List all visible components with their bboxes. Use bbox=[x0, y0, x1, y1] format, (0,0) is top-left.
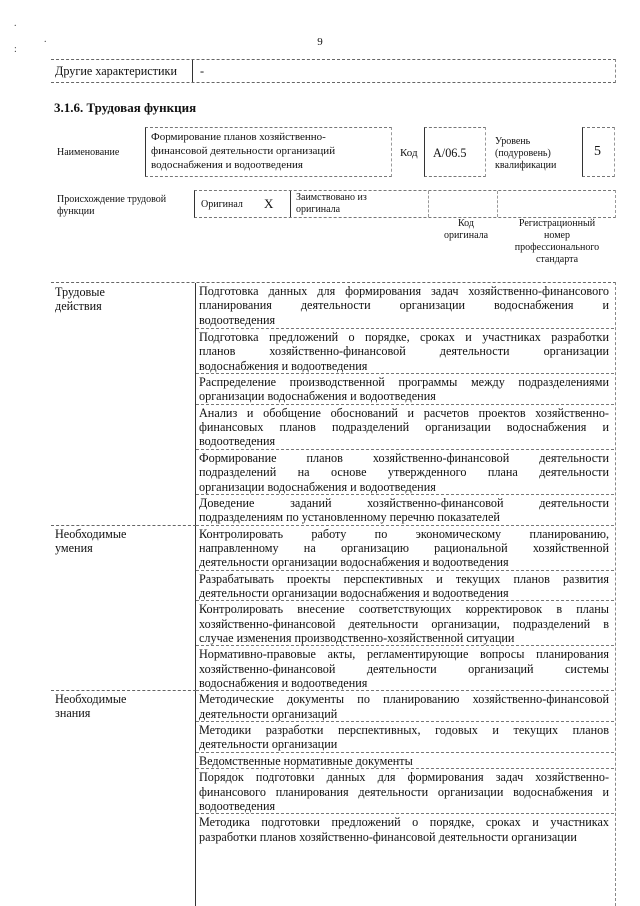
level-value: 5 bbox=[594, 144, 601, 159]
table-cell-line: планов хозяйственно-финансовой деятельности организации bbox=[199, 344, 609, 359]
code-original-line: Код bbox=[458, 218, 474, 229]
table-cell-line: организации водоснабжения и водоотведения bbox=[199, 389, 436, 404]
table-cell-line: деятельности организаций bbox=[199, 706, 338, 721]
table-cell-line: водоотведения bbox=[199, 434, 276, 449]
registration-line: стандарта bbox=[535, 254, 579, 265]
table-cell-line: подразделений на основе утвержденного плана деятельности bbox=[199, 465, 609, 480]
table-cell-line: хозяйственно-финансовой деятельности организации, подразделений в bbox=[199, 616, 609, 631]
original-mark: X bbox=[264, 196, 274, 211]
table-cell bbox=[196, 645, 614, 691]
table-cell-line: водоснабжения и водоотведения bbox=[199, 676, 368, 691]
other-characteristics-value: - bbox=[200, 64, 205, 78]
table-cell-line: подразделениям по установленному перечню показателей bbox=[199, 510, 500, 525]
table-cell-line: Формирование планов хозяйственно-финансовой деятельности bbox=[199, 450, 609, 465]
table-cell bbox=[196, 328, 614, 374]
code-original-caption bbox=[436, 218, 496, 242]
section-title: 3.1.6. Трудовая функция bbox=[54, 100, 197, 115]
table-cell bbox=[196, 494, 614, 526]
table-cell-line: организации водоснабжения и водоотведения bbox=[199, 479, 436, 494]
table-cell-line: Методические документы по планированию хозяйственно-финансовой bbox=[199, 692, 609, 707]
table-cell-line: Доведение заданий хозяйственно-финансовой деятельности bbox=[199, 495, 609, 510]
borrowed-label-line: Заимствовано из bbox=[296, 192, 367, 203]
table-category: Трудовые действия bbox=[55, 285, 105, 313]
other-characteristics-row bbox=[51, 59, 616, 83]
origin-label-line: функции bbox=[57, 206, 95, 217]
registration-number-caption bbox=[500, 218, 614, 266]
table-cell-line: Контролировать работу по экономическому планированию, bbox=[199, 526, 609, 541]
table-cell bbox=[196, 813, 614, 845]
table-cell bbox=[196, 690, 614, 722]
level-value-box bbox=[582, 127, 615, 177]
table-cell-line: Распределение производственной программы между подразделениями bbox=[199, 375, 609, 390]
table-category: Необходимые умения bbox=[55, 526, 127, 555]
function-name-line: финансовой деятельности организаций bbox=[151, 145, 336, 157]
name-label: Наименование bbox=[57, 147, 120, 158]
table-cell bbox=[196, 721, 614, 753]
table-cell-line: случае изменения производственно-хозяйственной ситуации bbox=[199, 631, 515, 646]
page-number: 9 bbox=[317, 36, 323, 48]
function-name-line: водоснабжения и водоотведения bbox=[151, 159, 303, 171]
table-cell-line: водоотведения bbox=[199, 798, 276, 813]
table-cell-line: Подготовка данных для формирования задач хозяйственно-финансового bbox=[199, 284, 609, 298]
function-name-box bbox=[145, 127, 392, 177]
scan-mark: : bbox=[14, 44, 17, 55]
registration-line: Регистрационный bbox=[518, 218, 596, 229]
function-name-line: Формирование планов хозяйственно- bbox=[151, 131, 326, 143]
level-label-line: Уровень bbox=[495, 136, 531, 147]
table-cell-line: деятельности организации bbox=[199, 737, 338, 752]
table-cell-line: Ведомственные нормативные документы bbox=[199, 753, 413, 768]
scan-mark: . bbox=[44, 34, 47, 45]
scan-mark: . bbox=[14, 18, 17, 29]
table-cell-line: водоотведения bbox=[199, 312, 276, 327]
registration-line: профессионального bbox=[514, 242, 600, 253]
borrowed-label bbox=[296, 192, 367, 216]
table-cell-line: Нормативно-правовые акты, регламентирующие вопросы планирования bbox=[199, 647, 609, 662]
table-cell bbox=[196, 600, 614, 646]
origin-box bbox=[194, 190, 616, 218]
table-cell bbox=[196, 768, 614, 814]
registration-line: номер bbox=[544, 230, 570, 241]
table-cell bbox=[196, 525, 614, 571]
table-cell bbox=[196, 570, 614, 602]
table-cell-line: водоснабжения и водоотведения bbox=[199, 358, 368, 373]
code-original-line: оригинала bbox=[443, 230, 489, 241]
level-label bbox=[495, 136, 556, 172]
table-cell bbox=[196, 449, 614, 495]
code-value-box bbox=[424, 127, 486, 177]
level-label-line: (подуровень) bbox=[495, 148, 551, 159]
table-cell-line: хозяйственно-финансовой деятельности организаций системы bbox=[199, 661, 609, 676]
table-cell-line: планирования деятельности организации водоснабжения и bbox=[199, 298, 609, 313]
table-cell-line: деятельности организации водоснабжения и водоотведения bbox=[199, 585, 509, 600]
table-cell-line: Методики разработки перспективных, годовых и текущих планов bbox=[199, 723, 609, 738]
table-cell bbox=[196, 373, 614, 405]
code-label: Код bbox=[400, 147, 418, 159]
table-cell-line: Разрабатывать проекты перспективных и текущих планов развития bbox=[199, 571, 609, 586]
table-cell-line: Порядок подготовки данных для формирования задач хозяйственно- bbox=[199, 770, 609, 785]
table-cell-line: Методика подготовки предложений о порядке, сроках и участниках bbox=[199, 815, 609, 830]
table-cell-line: финансового планирования деятельности организации водоснабжения и bbox=[199, 784, 609, 799]
level-label-line: квалификации bbox=[495, 160, 557, 171]
table-cell-line: Подготовка предложений о порядке, сроках и участниках разработки bbox=[199, 330, 609, 345]
table-cell bbox=[196, 404, 614, 450]
table-cell-line: финансовых планов подразделений организации водоснабжения и bbox=[199, 420, 609, 435]
origin-label bbox=[57, 194, 166, 218]
borrowed-label-line: оригинала bbox=[296, 204, 341, 215]
table-cell-line: деятельности организации водоснабжения и водоотведения bbox=[199, 555, 509, 570]
table-cell-line: Анализ и обобщение обоснований и расчетов проектов хозяйственно- bbox=[199, 405, 609, 420]
original-label: Оригинал bbox=[201, 199, 243, 210]
table-cell bbox=[196, 752, 614, 769]
origin-label-line: Происхождение трудовой bbox=[57, 194, 167, 205]
table-cell bbox=[196, 283, 614, 328]
table-cell-line: направленному на организацию рациональной хозяйственной bbox=[199, 540, 609, 555]
code-value: A/06.5 bbox=[433, 146, 467, 160]
table-cell-line: Контролировать внесение соответствующих корректировок в планы bbox=[199, 602, 609, 617]
table-cell-line: разработки планов хозяйственно-финансовой деятельности организации bbox=[199, 829, 577, 844]
table-category: Необходимые знания bbox=[55, 692, 127, 721]
other-characteristics-label: Другие характеристики bbox=[55, 64, 177, 78]
